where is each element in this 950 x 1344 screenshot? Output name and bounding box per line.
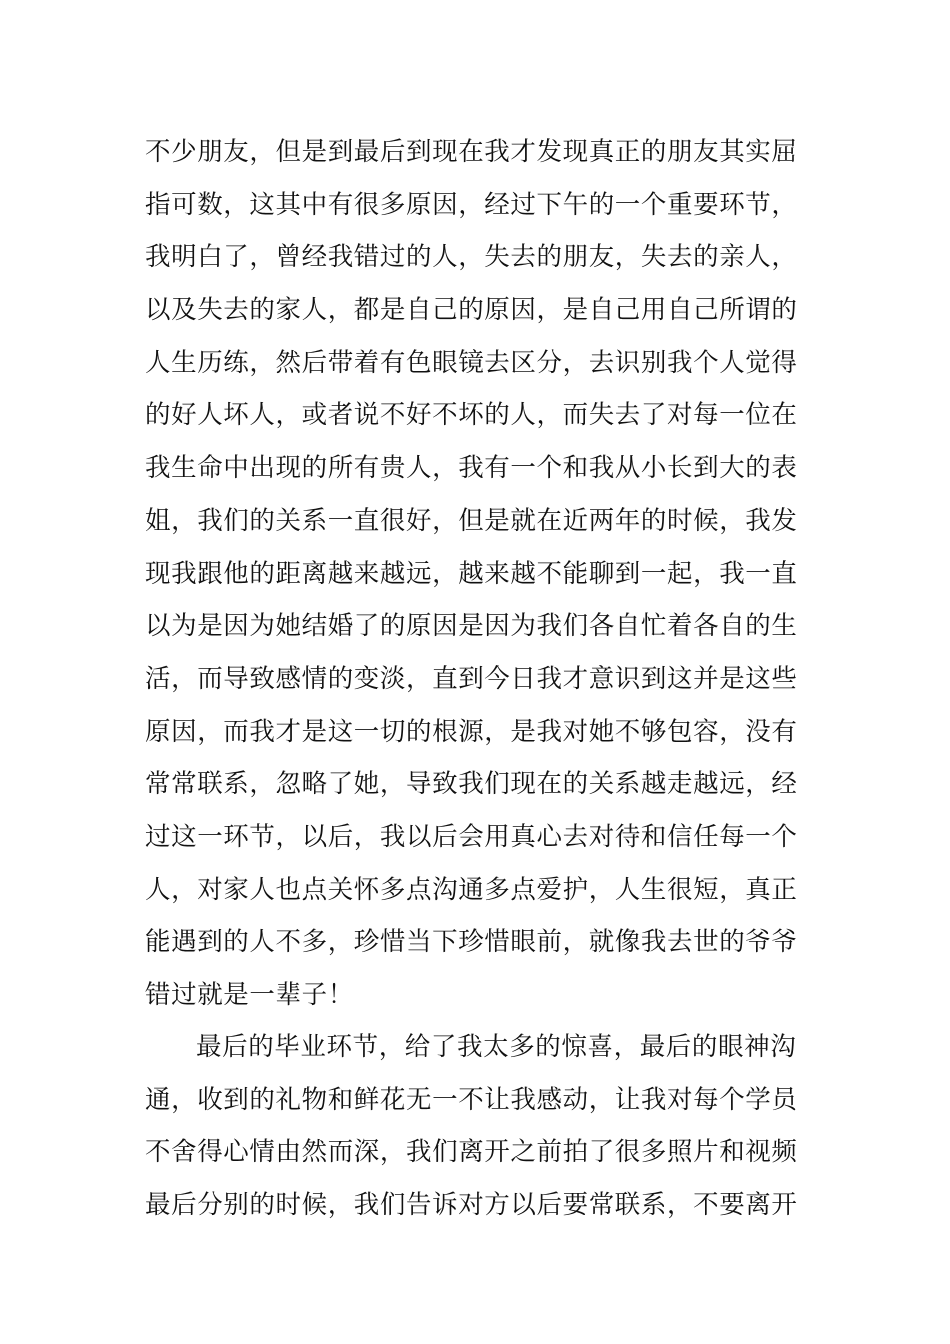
text-line: 以及失去的家人，都是自己的原因，是自己用自己所谓的 — [145, 295, 798, 326]
text-line: 过这一环节，以后，我以后会用真心去对待和信任每一个 — [145, 821, 798, 852]
text-line: 不舍得心情由然而深，我们离开之前拍了很多照片和视频 — [145, 1137, 798, 1168]
text-line: 的好人坏人，或者说不好不坏的人，而失去了对每一位在 — [145, 400, 798, 431]
text-line: 指可数，这其中有很多原因，经过下午的一个重要环节， — [145, 189, 798, 220]
text-line: 通，收到的礼物和鲜花无一不让我感动，让我对每个学员 — [145, 1084, 798, 1115]
text-line: 原因，而我才是这一切的根源，是我对她不够包容，没有 — [145, 716, 798, 747]
text-line-indented: 最后的毕业环节，给了我太多的惊喜，最后的眼神沟 — [196, 1032, 797, 1062]
text-line: 我明白了，曾经我错过的人，失去的朋友，失去的亲人， — [145, 242, 798, 273]
text-line: 最后分别的时候，我们告诉对方以后要常联系，不要离开 — [145, 1190, 798, 1221]
text-line: 姐，我们的关系一直很好，但是就在近两年的时候，我发 — [145, 505, 798, 536]
text-line: 人生历练，然后带着有色眼镜去区分，去识别我个人觉得 — [145, 347, 798, 378]
text-line: 错过就是一辈子！ — [145, 980, 354, 1010]
text-line: 能遇到的人不多，珍惜当下珍惜眼前，就像我去世的爷爷 — [145, 927, 798, 958]
text-line: 人，对家人也点关怀多点沟通多点爱护，人生很短，真正 — [145, 874, 798, 905]
text-line: 不少朋友，但是到最后到现在我才发现真正的朋友其实屈 — [145, 137, 798, 167]
text-line: 现我跟他的距离越来越远，越来越不能聊到一起，我一直 — [145, 558, 798, 589]
text-line: 以为是因为她结婚了的原因是因为我们各自忙着各自的生 — [145, 611, 798, 642]
text-line: 我生命中出现的所有贵人，我有一个和我从小长到大的表 — [145, 453, 798, 484]
paragraph-2 — [145, 1021, 815, 1232]
text-line: 活，而导致感情的变淡，直到今日我才意识到这并是这些 — [145, 663, 798, 694]
text-line: 常常联系，忽略了她，导致我们现在的关系越走越远，经 — [145, 769, 798, 800]
paragraph-1 — [145, 126, 815, 1022]
